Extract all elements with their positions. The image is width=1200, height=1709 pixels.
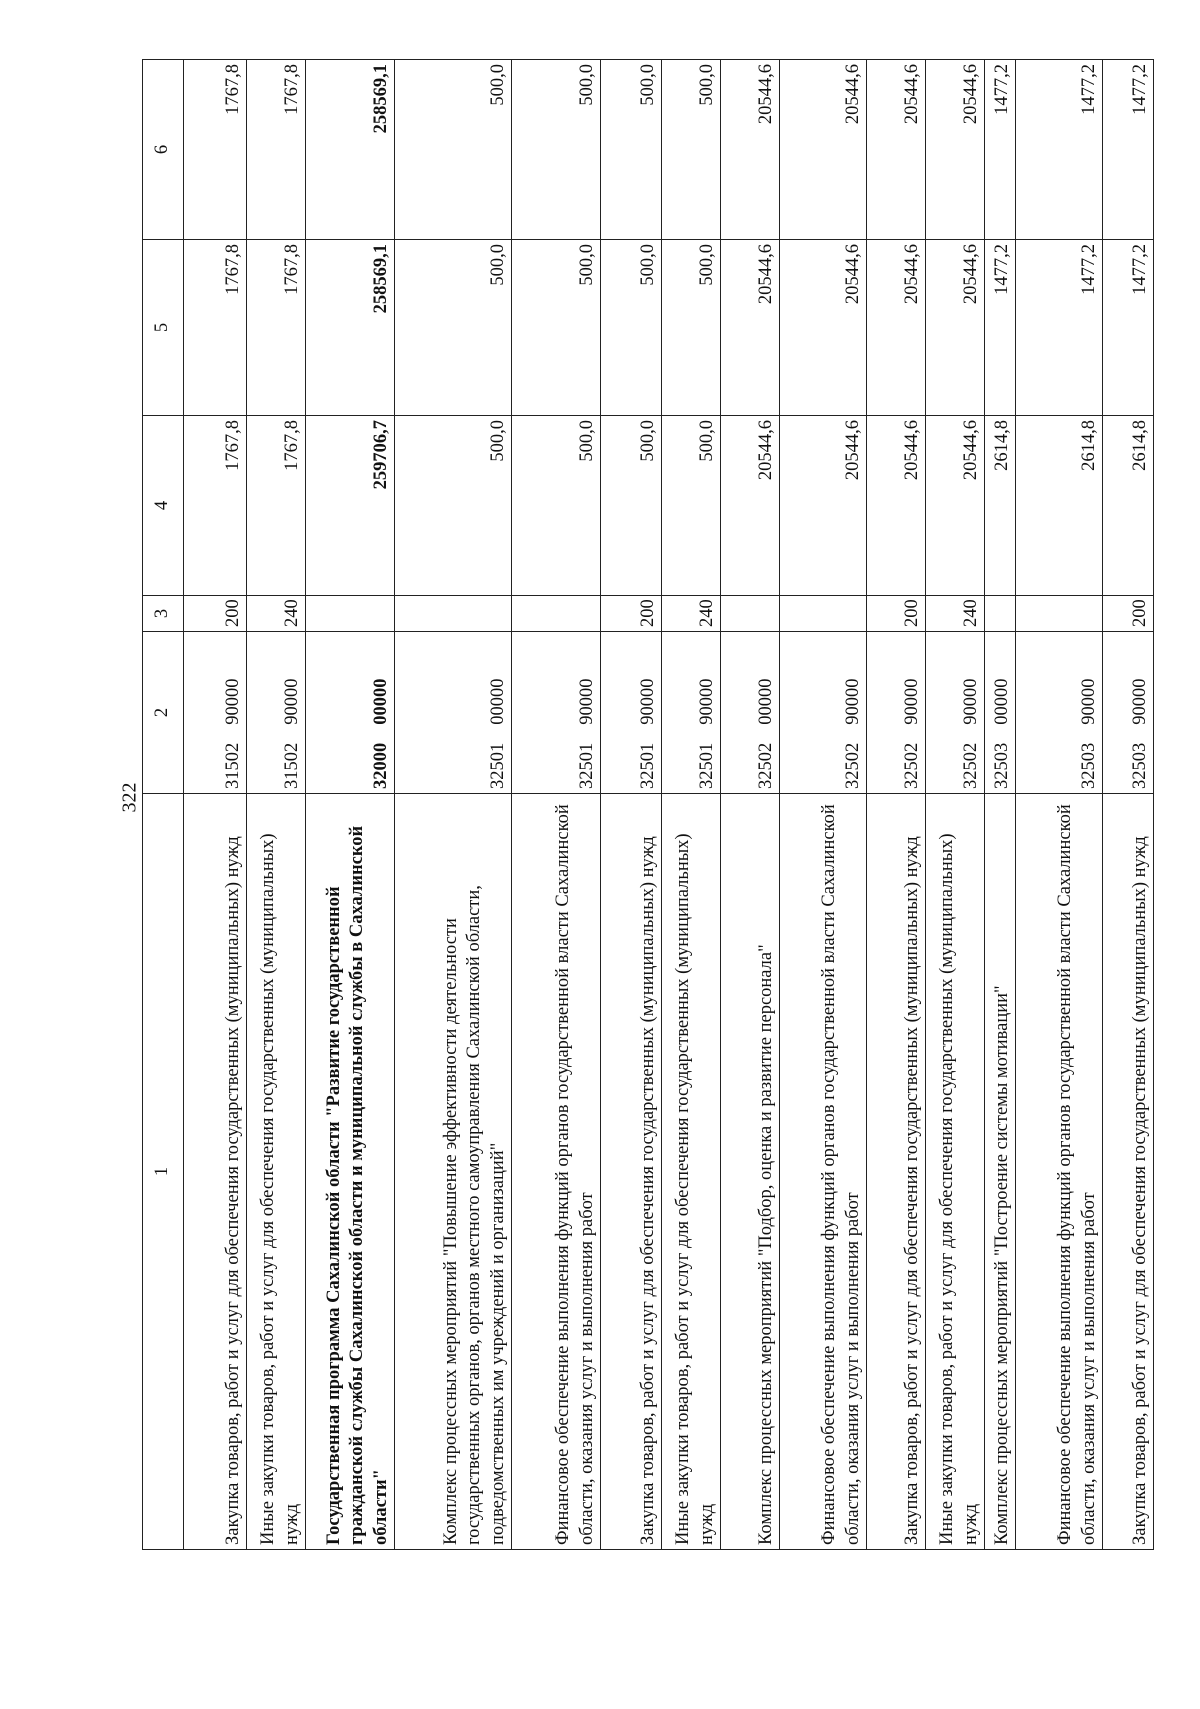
row-code [1103,632,1154,794]
program-code: 32502 [755,742,776,789]
row-code [721,632,780,794]
table-row [247,60,306,1550]
rotated-table-container [142,60,1150,1550]
amount-year-3: 1477,2 [1016,60,1103,240]
table-body [143,60,1154,1550]
direction-code: 00000 [991,678,1012,725]
row-code [926,632,985,794]
row-code [601,632,662,794]
header-row [143,60,184,1550]
amount-year-2: 20544,6 [926,240,985,416]
program-code: 32503 [1129,742,1150,789]
expense-type-code [985,596,1016,632]
expense-type-code: 240 [926,596,985,632]
expense-type-code: 200 [867,596,926,632]
program-code: 32503 [991,742,1012,789]
amount-year-2: 1477,2 [985,240,1016,416]
program-code: 31502 [222,742,243,789]
row-name: Финансовое обеспечение выполнения функций органов государственной власти Сахалинской области, оказания услуг и выполнения работ [780,794,867,1550]
page-number: 322 [118,782,141,813]
program-code: 32503 [1078,742,1099,789]
amount-year-3: 500,0 [601,60,662,240]
row-name: Государственная программа Сахалинской области "Развитие государственной гражданской службы Сахалинской области и муниципальной службы в Сахалинской области" [306,794,395,1550]
amount-year-3: 1767,8 [247,60,306,240]
table-row [601,60,662,1550]
direction-code: 90000 [637,678,658,725]
amount-year-2: 500,0 [395,240,512,416]
direction-code: 90000 [842,678,863,725]
table-row [1103,60,1154,1550]
expense-type-code [512,596,601,632]
direction-code: 00000 [755,678,776,725]
direction-code: 90000 [960,678,981,725]
amount-year-2: 1477,2 [1016,240,1103,416]
expense-type-code: 240 [662,596,721,632]
amount-year-2: 500,0 [512,240,601,416]
direction-code: 90000 [1129,678,1150,725]
table-row [867,60,926,1550]
amount-year-2: 1477,2 [1103,240,1154,416]
direction-code: 90000 [1078,678,1099,725]
program-code: 32502 [901,742,922,789]
table-row [926,60,985,1550]
amount-year-1: 2614,8 [1016,416,1103,596]
expense-type-code [306,596,395,632]
program-code: 32502 [960,742,981,789]
table-row [1016,60,1103,1550]
direction-code: 90000 [901,678,922,725]
program-code: 32501 [696,742,717,789]
program-code: 32501 [637,742,658,789]
table-row [395,60,512,1550]
amount-year-3: 1477,2 [1103,60,1154,240]
expense-type-code: 200 [1103,596,1154,632]
amount-year-3: 20544,6 [780,60,867,240]
amount-year-2: 20544,6 [780,240,867,416]
row-name: Закупка товаров, работ и услуг для обеспечения государственных (муниципальных) нужд [184,794,247,1550]
table-row [780,60,867,1550]
table-row [662,60,721,1550]
expense-type-code [1016,596,1103,632]
row-name: Закупка товаров, работ и услуг для обеспечения государственных (муниципальных) нужд [601,794,662,1550]
table-row [306,60,395,1550]
direction-code: 90000 [222,678,243,725]
amount-year-2: 20544,6 [721,240,780,416]
amount-year-3: 500,0 [395,60,512,240]
expense-type-code [395,596,512,632]
expense-type-code [780,596,867,632]
amount-year-1: 500,0 [395,416,512,596]
amount-year-1: 500,0 [662,416,721,596]
table-row [721,60,780,1550]
program-code: 31502 [281,742,302,789]
row-name: Финансовое обеспечение выполнения функций органов государственной власти Сахалинской области, оказания услуг и выполнения работ [1016,794,1103,1550]
amount-year-1: 20544,6 [721,416,780,596]
table-row [512,60,601,1550]
expense-type-code: 200 [601,596,662,632]
amount-year-1: 2614,8 [1103,416,1154,596]
amount-year-1: 20544,6 [867,416,926,596]
row-name: Комплекс процессных мероприятий "Подбор, оценка и развитие персонала" [721,794,780,1550]
row-code [867,632,926,794]
row-code [184,632,247,794]
table-row [184,60,247,1550]
amount-year-1: 500,0 [512,416,601,596]
header-cell-1: 1 [143,794,184,1550]
row-code [1016,632,1103,794]
amount-year-2: 500,0 [662,240,721,416]
amount-year-2: 1767,8 [247,240,306,416]
header-cell-6: 6 [143,60,184,240]
header-cell-2: 2 [143,632,184,794]
amount-year-3: 20544,6 [721,60,780,240]
program-code: 32501 [576,742,597,789]
row-code [985,632,1016,794]
program-code: 32000 [370,742,391,789]
header-cell-5: 5 [143,240,184,416]
row-code [306,632,395,794]
amount-year-2: 258569,1 [306,240,395,416]
amount-year-2: 500,0 [601,240,662,416]
amount-year-1: 1767,8 [247,416,306,596]
amount-year-1: 500,0 [601,416,662,596]
expense-type-code: 200 [184,596,247,632]
table-row [985,60,1016,1550]
row-code [247,632,306,794]
amount-year-3: 20544,6 [926,60,985,240]
row-name: Иные закупки товаров, работ и услуг для обеспечения государственных (муниципальных) нужд [247,794,306,1550]
expense-type-code [721,596,780,632]
amount-year-3: 1767,8 [184,60,247,240]
row-name: Закупка товаров, работ и услуг для обеспечения государственных (муниципальных) нужд [867,794,926,1550]
program-code: 32502 [842,742,863,789]
row-code [512,632,601,794]
row-name: Иные закупки товаров, работ и услуг для обеспечения государственных (муниципальных) нужд [662,794,721,1550]
amount-year-3: 258569,1 [306,60,395,240]
amount-year-1: 259706,7 [306,416,395,596]
row-code [395,632,512,794]
row-code [662,632,721,794]
budget-table [142,59,1154,1550]
amount-year-1: 20544,6 [780,416,867,596]
amount-year-1: 2614,8 [985,416,1016,596]
header-cell-3: 3 [143,596,184,632]
program-code: 32501 [487,742,508,789]
expense-type-code: 240 [247,596,306,632]
amount-year-3: 20544,6 [867,60,926,240]
row-name: Финансовое обеспечение выполнения функций органов государственной власти Сахалинской области, оказания услуг и выполнения работ [512,794,601,1550]
row-code [780,632,867,794]
amount-year-3: 1477,2 [985,60,1016,240]
row-name: Комплекс процессных мероприятий "Повышение эффективности деятельности государственных органов, органов местного самоуправления Сахалинской области, подведомственных им учреждений и организаций" [395,794,512,1550]
direction-code: 00000 [370,678,391,725]
header-cell-4: 4 [143,416,184,596]
amount-year-3: 500,0 [662,60,721,240]
row-name: Комплекс процессных мероприятий "Построение системы мотивации" [985,794,1016,1550]
amount-year-2: 1767,8 [184,240,247,416]
direction-code: 00000 [487,678,508,725]
amount-year-2: 20544,6 [867,240,926,416]
amount-year-3: 500,0 [512,60,601,240]
direction-code: 90000 [576,678,597,725]
amount-year-1: 1767,8 [184,416,247,596]
amount-year-1: 20544,6 [926,416,985,596]
direction-code: 90000 [696,678,717,725]
row-name: Иные закупки товаров, работ и услуг для обеспечения государственных (муниципальных) нужд [926,794,985,1550]
direction-code: 90000 [281,678,302,725]
row-name: Закупка товаров, работ и услуг для обеспечения государственных (муниципальных) нужд [1103,794,1154,1550]
